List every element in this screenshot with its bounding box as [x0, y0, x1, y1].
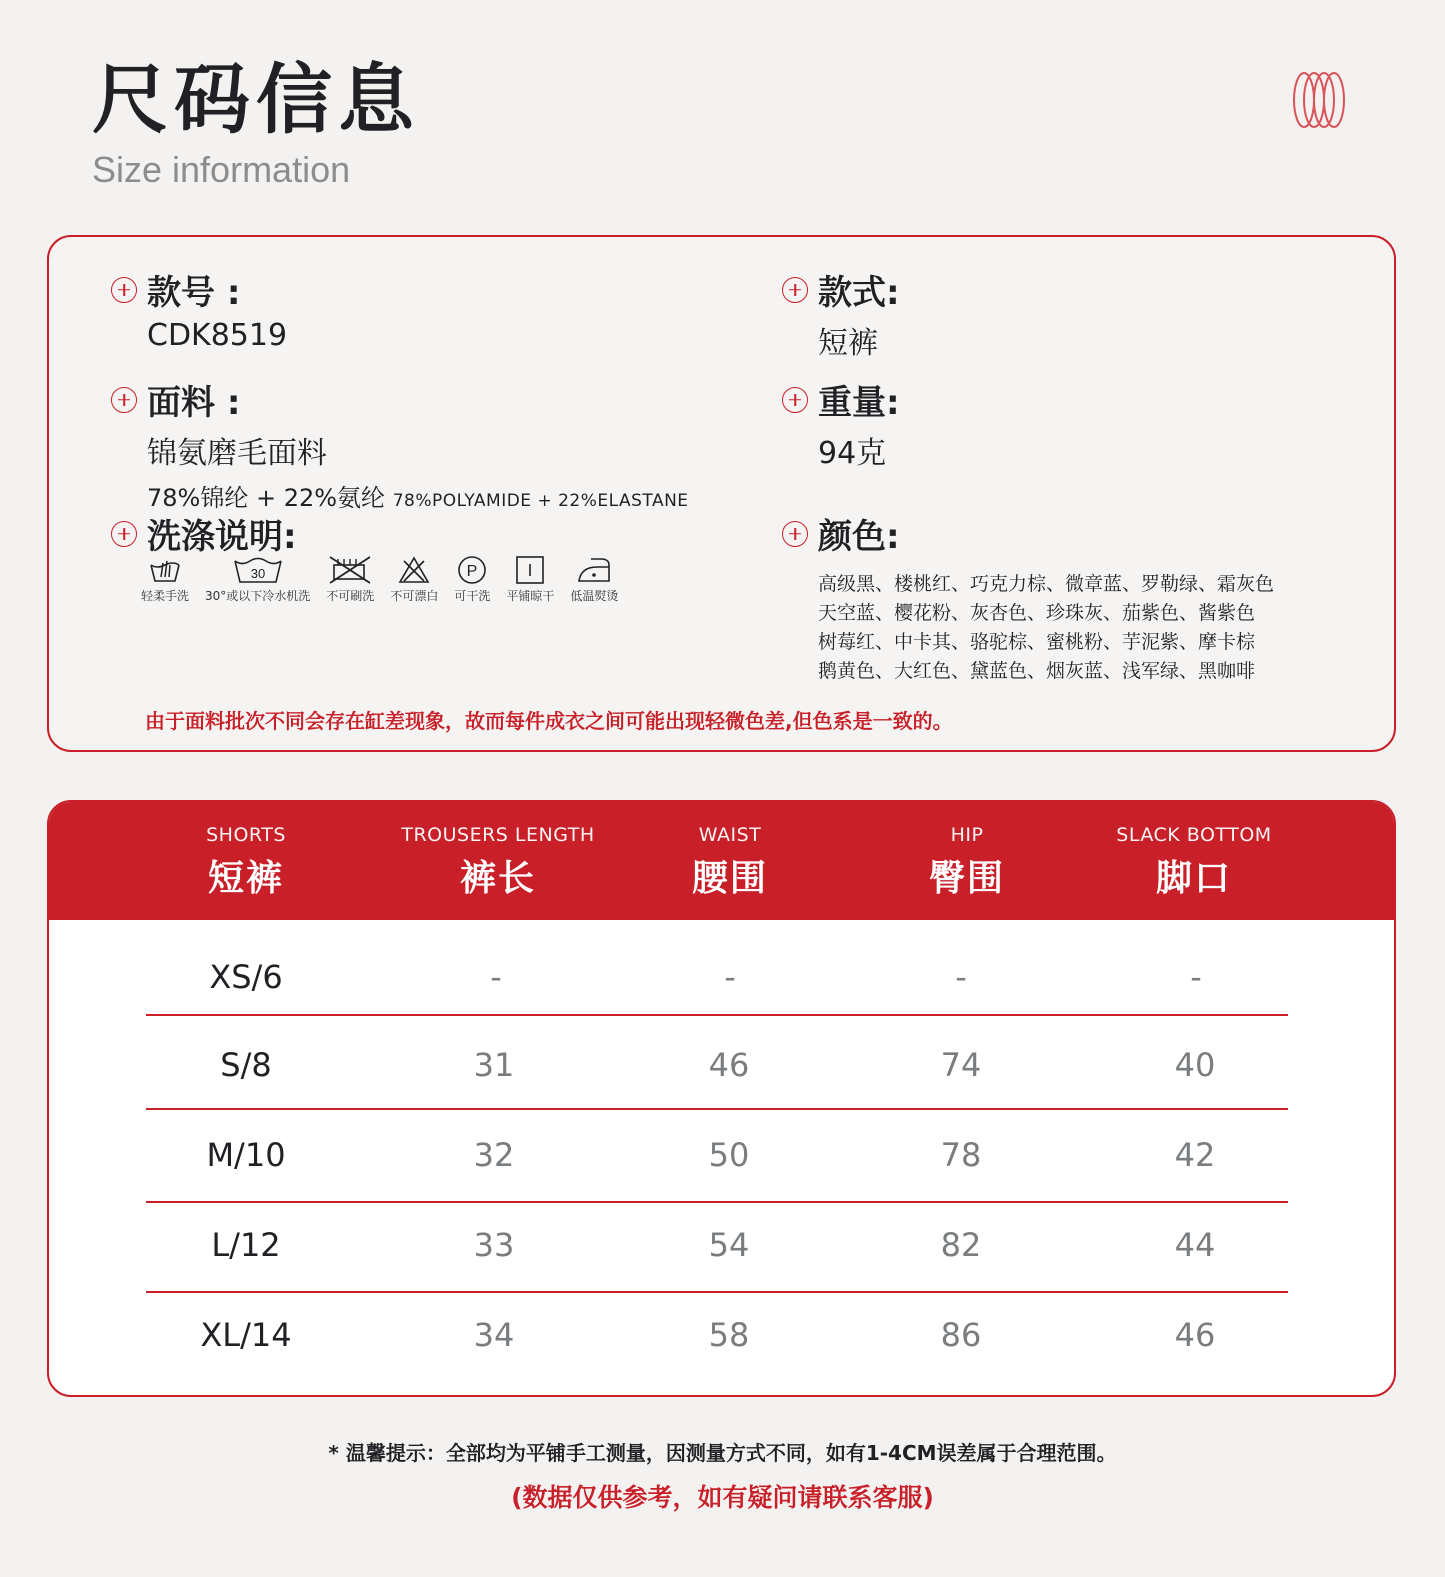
column-header-en: WAIST — [698, 824, 762, 846]
care-label-text: 可干洗 — [454, 589, 491, 603]
column-header-bottom — [1116, 824, 1271, 901]
column-header-en: TROUSERS LENGTH — [401, 824, 595, 846]
style-number-value: CDK8519 — [147, 318, 288, 353]
bottom-cell: 44 — [1174, 1226, 1216, 1264]
column-header-waist — [692, 824, 768, 901]
color-variance-notice: 由于面料批次不同会存在缸差现象，故而每件成衣之间可能出现轻微色差,但色系是一致的。 — [145, 709, 953, 733]
brand-logo-icon — [1290, 70, 1348, 130]
care-flat-dry — [506, 555, 554, 604]
fabric-composition — [147, 478, 689, 513]
plus-circle-icon — [111, 387, 137, 413]
hip-cell: 74 — [940, 1046, 982, 1084]
dry-clean-icon — [456, 555, 488, 585]
column-header-zh: 裤长 — [459, 858, 536, 899]
hip-cell: - — [955, 958, 967, 996]
no-brush-icon — [326, 555, 374, 585]
plus-circle-icon — [782, 387, 808, 413]
hand-wash-icon — [147, 555, 183, 585]
length-cell: 34 — [473, 1316, 515, 1354]
fabric-label: 面料 : — [147, 383, 241, 423]
waist-cell: 46 — [708, 1046, 750, 1084]
size-cell: S/8 — [220, 1046, 272, 1084]
length-cell: 32 — [473, 1136, 515, 1174]
care-field — [111, 509, 297, 558]
reference-note: (数据仅供参考，如有疑问请联系客服) — [511, 1483, 934, 1512]
column-header-zh: 臀围 — [928, 858, 1006, 899]
care-label-text: 轻柔手洗 — [141, 589, 190, 603]
machine-wash-30-icon — [232, 555, 284, 585]
care-hand-wash — [141, 555, 189, 604]
length-cell: - — [490, 958, 502, 996]
waist-cell: 54 — [708, 1226, 750, 1264]
bottom-cell: 46 — [1174, 1316, 1216, 1354]
table-row — [49, 1290, 1394, 1380]
plus-circle-icon — [782, 277, 808, 303]
plus-circle-icon — [111, 277, 137, 303]
bottom-cell: 40 — [1174, 1046, 1216, 1084]
column-header-en: SHORTS — [206, 824, 286, 846]
plus-circle-icon — [782, 521, 808, 547]
column-header-zh: 短裤 — [207, 858, 285, 899]
row-divider — [146, 1014, 1288, 1016]
low-iron-icon — [575, 555, 613, 585]
weight-value: 94克 — [818, 436, 887, 471]
length-cell: 31 — [473, 1046, 515, 1084]
column-header-length — [401, 824, 594, 901]
plus-circle-icon — [111, 521, 137, 547]
table-row — [49, 1110, 1394, 1200]
weight-field — [782, 375, 900, 472]
fabric-value: 锦氨磨毛面料 — [147, 436, 327, 471]
care-dry-clean — [454, 555, 490, 604]
size-table-header — [49, 802, 1394, 920]
composition-en: 78%POLYAMIDE + 22%ELASTANE — [392, 491, 689, 511]
style-number-field — [111, 265, 287, 353]
column-header-en: HIP — [950, 824, 984, 846]
bottom-cell: 42 — [1174, 1136, 1216, 1174]
color-field — [782, 509, 1378, 686]
color-line: 高级黑、楼桃红、巧克力棕、微章蓝、罗勒绿、霜灰色 — [818, 573, 1275, 595]
care-label-text: 30°或以下冷水机洗 — [205, 589, 311, 603]
flat-dry-icon — [514, 555, 546, 585]
color-line: 鹅黄色、大红色、黛蓝色、烟灰蓝、浅军绿、黑咖啡 — [818, 660, 1256, 682]
care-label-text: 平铺晾干 — [506, 589, 555, 603]
care-label-text: 低温熨烫 — [570, 589, 619, 603]
hip-cell: 82 — [940, 1226, 982, 1264]
care-label-text: 不可漂白 — [390, 589, 439, 603]
hip-cell: 86 — [940, 1316, 982, 1354]
care-label-text: 不可刷洗 — [326, 589, 375, 603]
care-no-bleach — [390, 555, 438, 604]
column-header-hip — [929, 824, 1005, 901]
care-label: 洗涤说明: — [147, 517, 297, 557]
page-title: 尺码信息 — [92, 55, 420, 144]
size-table — [47, 800, 1396, 1397]
size-cell: XS/6 — [209, 958, 283, 996]
size-cell: XL/14 — [200, 1316, 292, 1354]
size-cell: L/12 — [211, 1226, 281, 1264]
fabric-field — [111, 375, 689, 513]
composition-zh: 78%锦纶 + 22%氨纶 — [147, 484, 386, 512]
measurement-tip: * 温馨提示：全部均为平铺手工测量，因测量方式不同，如有1-4CM误差属于合理范围。 — [328, 1441, 1117, 1465]
product-info-card — [47, 235, 1396, 752]
style-label: 款式: — [818, 273, 900, 313]
table-row — [49, 932, 1394, 1022]
care-no-brush — [326, 555, 374, 604]
color-line: 树莓红、中卡其、骆驼棕、蜜桃粉、芋泥紫、摩卡棕 — [818, 631, 1256, 653]
color-label: 颜色: — [818, 517, 900, 557]
page-subtitle: Size information — [92, 149, 351, 190]
style-value: 短裤 — [818, 326, 878, 361]
no-bleach-icon — [397, 555, 431, 585]
column-header-shorts — [206, 824, 286, 901]
color-line: 天空蓝、樱花粉、灰杏色、珍珠灰、茄紫色、酱紫色 — [818, 602, 1256, 624]
care-low-iron — [570, 555, 618, 604]
dry-clean-letter: P — [466, 563, 478, 580]
style-field — [782, 265, 900, 362]
column-header-en: SLACK BOTTOM — [1116, 824, 1272, 846]
care-machine-wash — [205, 555, 310, 604]
color-list — [818, 570, 1378, 686]
column-header-zh: 腰围 — [691, 858, 769, 899]
waist-cell: 50 — [708, 1136, 750, 1174]
weight-label: 重量: — [818, 383, 900, 423]
wash-temp-text: 30 — [250, 566, 265, 581]
size-cell: M/10 — [206, 1136, 286, 1174]
waist-cell: - — [724, 958, 736, 996]
table-row — [49, 1200, 1394, 1290]
care-icons — [141, 555, 634, 604]
style-number-label: 款号 : — [147, 273, 241, 313]
table-row — [49, 1020, 1394, 1110]
hip-cell: 78 — [940, 1136, 982, 1174]
bottom-cell: - — [1190, 958, 1202, 996]
column-header-zh: 脚口 — [1155, 858, 1232, 899]
waist-cell: 58 — [708, 1316, 750, 1354]
length-cell: 33 — [473, 1226, 515, 1264]
